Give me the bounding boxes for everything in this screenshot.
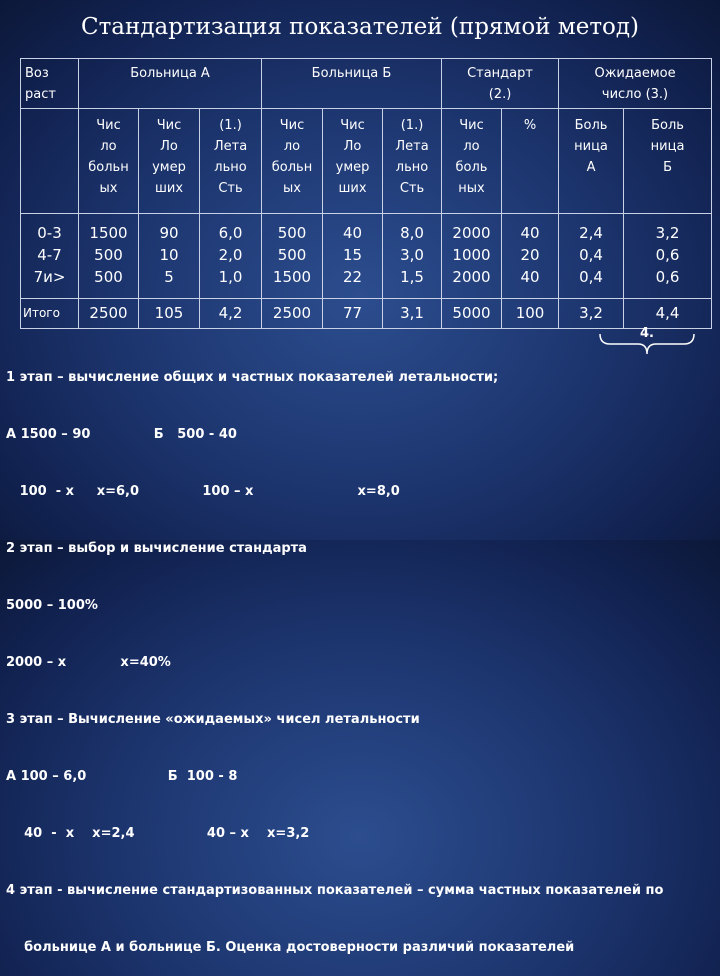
a-deaths-cell: 90 10 5 — [139, 214, 200, 299]
std-count-cell: 2000 1000 2000 — [442, 214, 502, 299]
note-line: больнице А и больнице Б. Оценка достоверности различий показателей — [6, 940, 575, 955]
note-line: 100 - х х=6,0 100 – х х=8,0 — [6, 484, 400, 499]
a-lethality-cell: 6,0 2,0 1,0 — [200, 214, 262, 299]
exp-a-cell: 2,4 0,4 0,4 — [559, 214, 624, 299]
total-exp-a: 3,2 — [559, 299, 624, 329]
total-b-lethality: 3,1 — [383, 299, 442, 329]
note-line: 3 этап – Вычисление «ожидаемых» чисел летальности — [6, 712, 420, 727]
page-title: Стандартизация показателей (прямой метод) — [80, 14, 640, 40]
exp-a-subheader: Боль ница А — [559, 109, 624, 214]
expected-header: Ожидаемое число (3.) — [559, 59, 712, 109]
total-b-deaths: 77 — [323, 299, 383, 329]
standardization-table — [20, 58, 712, 329]
b-lethality-cell: 8,0 3,0 1,5 — [383, 214, 442, 299]
std-count-subheader: Чис ло боль ных — [442, 109, 502, 214]
total-exp-b: 4,4 — [624, 299, 712, 329]
age-header: Воз раст — [21, 59, 79, 109]
a-patients-subheader: Чис ло больн ых — [79, 109, 139, 214]
b-deaths-cell: 40 15 22 — [323, 214, 383, 299]
std-pct-cell: 40 20 40 — [502, 214, 559, 299]
exp-b-cell: 3,2 0,6 0,6 — [624, 214, 712, 299]
note-line: 5000 – 100% — [6, 598, 98, 613]
a-lethality-subheader: (1.) Лета льно Сть — [200, 109, 262, 214]
note-line: 2 этап – выбор и вычисление стандарта — [6, 541, 307, 556]
total-b-patients: 2500 — [262, 299, 323, 329]
note-line: 40 - х х=2,4 40 – х х=3,2 — [6, 826, 310, 841]
b-patients-cell: 500 500 1500 — [262, 214, 323, 299]
exp-b-subheader: Боль ница Б — [624, 109, 712, 214]
ages-cell: 0-3 4-7 7и> — [21, 214, 79, 299]
b-patients-subheader: Чис ло больн ых — [262, 109, 323, 214]
std-pct-subheader: % — [502, 109, 559, 214]
data-row — [21, 214, 712, 299]
header-row — [21, 59, 712, 109]
total-row — [21, 299, 712, 329]
brace-label: 4. — [640, 326, 654, 341]
a-patients-cell: 1500 500 500 — [79, 214, 139, 299]
a-deaths-subheader: Чис Ло умер ших — [139, 109, 200, 214]
subheader-row — [21, 109, 712, 214]
b-lethality-subheader: (1.) Лета льно Сть — [383, 109, 442, 214]
total-std-pct: 100 — [502, 299, 559, 329]
note-line: А 100 – 6,0 Б 100 - 8 — [6, 769, 238, 784]
note-line: 4 этап - вычисление стандартизованных показателей – сумма частных показателей по — [6, 883, 664, 898]
total-a-patients: 2500 — [79, 299, 139, 329]
solution-notes — [6, 330, 718, 976]
total-a-deaths: 105 — [139, 299, 200, 329]
total-label: Итого — [21, 299, 79, 329]
hospital-a-header: Больница А — [79, 59, 262, 109]
hospital-b-header: Больница Б — [262, 59, 442, 109]
b-deaths-subheader: Чис Ло умер ших — [323, 109, 383, 214]
note-line: 1 этап – вычисление общих и частных показателей летальности; — [6, 370, 499, 385]
note-line: А 1500 – 90 Б 500 - 40 — [6, 427, 237, 442]
standard-header: Стандарт (2.) — [442, 59, 559, 109]
total-a-lethality: 4,2 — [200, 299, 262, 329]
note-line: 2000 – х х=40% — [6, 655, 171, 670]
age-subheader-empty — [21, 109, 79, 214]
total-std-count: 5000 — [442, 299, 502, 329]
